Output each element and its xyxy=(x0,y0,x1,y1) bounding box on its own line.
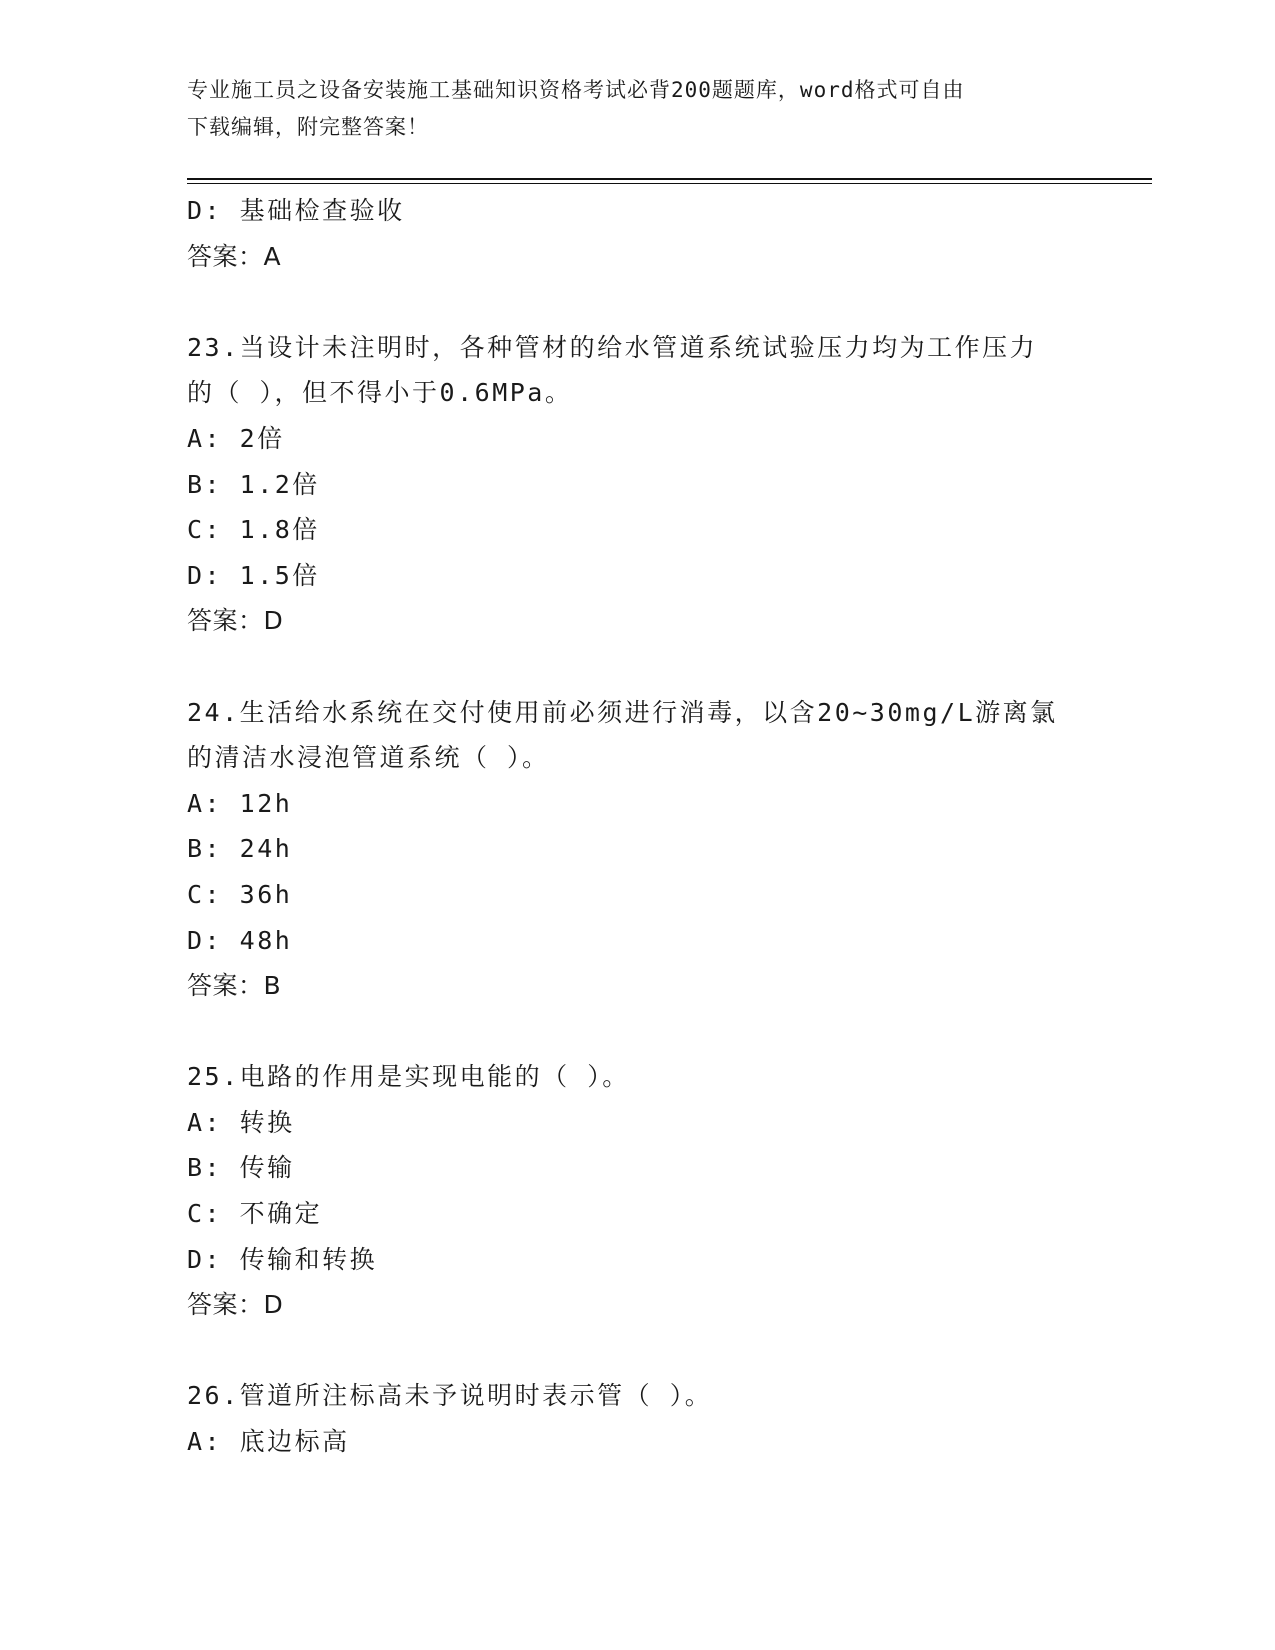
question-23 xyxy=(187,325,1087,644)
option-b: B: 1.2倍 xyxy=(187,469,320,499)
spacer xyxy=(187,1328,1087,1374)
question-stem: 25.电路的作用是实现电能的（ ）。 xyxy=(187,1062,630,1092)
answer: 答案：B xyxy=(187,971,282,1001)
spacer xyxy=(187,1009,1087,1055)
option-a: A: 12h xyxy=(187,788,293,818)
question-stem: 24.生活给水系统在交付使用前必须进行消毒，以含20~30mg/L游离氯 xyxy=(187,697,1058,727)
header-line-1: 专业施工员之设备安装施工基础知识资格考试必背200题题库，word格式可自由 xyxy=(187,78,965,102)
question-stem: 26.管道所注标高未予说明时表示管（ ）。 xyxy=(187,1381,713,1411)
question-stem: 的清洁水浸泡管道系统（ ）。 xyxy=(187,743,550,773)
question-stem: 23.当设计未注明时，各种管材的给水管道系统试验压力均为工作压力 xyxy=(187,332,1038,362)
option-d: D: 传输和转换 xyxy=(187,1244,378,1274)
prev-question-option-d: D: 基础检查验收 xyxy=(187,196,405,225)
document-header xyxy=(187,72,1067,146)
option-d: D: 48h xyxy=(187,925,293,955)
question-26 xyxy=(187,1373,1087,1464)
header-line-2: 下载编辑，附完整答案！ xyxy=(187,115,429,139)
answer: 答案：D xyxy=(187,606,284,636)
question-stem: 的（ ），但不得小于0.6MPa。 xyxy=(187,378,573,408)
spacer xyxy=(187,644,1087,690)
option-b: B: 24h xyxy=(187,834,293,864)
spacer xyxy=(187,279,1087,325)
header-divider-thin xyxy=(187,183,1152,184)
header-divider-thick xyxy=(187,178,1152,180)
answer: 答案：D xyxy=(187,1290,284,1320)
option-b: B: 传输 xyxy=(187,1153,295,1183)
option-c: C: 不确定 xyxy=(187,1199,323,1229)
question-24 xyxy=(187,690,1087,1009)
option-a: A: 底边标高 xyxy=(187,1427,350,1457)
option-c: C: 36h xyxy=(187,879,293,909)
prev-question-answer: 答案：A xyxy=(187,241,282,271)
question-25 xyxy=(187,1054,1087,1328)
option-c: C: 1.8倍 xyxy=(187,515,320,545)
question-list xyxy=(187,188,1087,1465)
option-a: A: 2倍 xyxy=(187,423,285,453)
option-d: D: 1.5倍 xyxy=(187,560,320,590)
option-a: A: 转换 xyxy=(187,1107,295,1137)
